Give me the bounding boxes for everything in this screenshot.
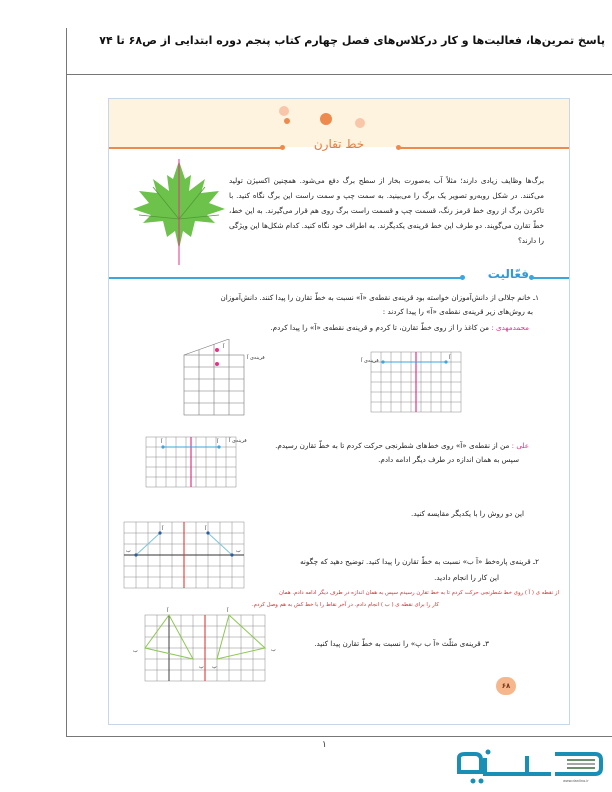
point-mirror-b bbox=[230, 553, 233, 556]
figure-label-a: آ bbox=[167, 608, 169, 614]
figure-label-mirror-a: قرینه‌ی آ bbox=[361, 358, 379, 364]
student-2-name: علی : bbox=[511, 441, 529, 450]
document-title: پاسخ تمرین‌ها، فعالیت‌ها و کار درکلاس‌های فصل چهارم کتاب پنجم دوره ابتدایی از ص۶۸ تا ۷۴ bbox=[99, 34, 605, 47]
compare-instruction: این دو روش را با یکدیگر مقایسه کنید. bbox=[411, 509, 524, 518]
figure-label-b-mirror: ب bbox=[236, 548, 241, 554]
question-3: ۳ـ قرینه‌ی مثلّث «آ ب پ» را نسبت به خطّ تقارن پیدا کنید. bbox=[314, 639, 489, 648]
point-mirror-a bbox=[206, 531, 209, 534]
logo-url: www.danlino.ir bbox=[563, 779, 589, 783]
question-1-line-1: ۱ـ خانم جلالی از دانش‌آموزان خواسته بود قرینه‌ی نقطه‌ی «آ» نسبت به خطّ تقارن را پیدا کنند. دانش‌آموزان bbox=[220, 293, 539, 302]
question-1-line-2: به روش‌های زیر قرینه‌ی نقطه‌ی «آ» را پیدا کردند : bbox=[382, 307, 533, 316]
point-a bbox=[215, 348, 219, 352]
decorative-dot bbox=[284, 118, 290, 124]
point-a bbox=[217, 445, 220, 448]
point-b bbox=[134, 553, 137, 556]
triangle-reflection-figure bbox=[127, 605, 277, 685]
figure-label-b: ب bbox=[126, 548, 131, 554]
student-2-line-2: سپس به همان اندازه در طرف دیگر ادامه دادم. bbox=[378, 455, 519, 464]
student-2-text: من از نقطه‌ی «آ» روی خط‌های شطرنجی حرکت کردم تا به خطّ تقارن رسیدم. bbox=[275, 441, 512, 450]
maple-leaf-illustration bbox=[129, 157, 229, 267]
danlino-logo bbox=[455, 748, 605, 788]
point-a bbox=[444, 360, 447, 363]
answer-line-1: از نقطه ی ( آ ) روی خط شطرنجی حرکت کردم تا به خط تقارن رسیدم سپس به همان اندازه در طرف دیگر ادامه دادم. همان bbox=[279, 590, 559, 596]
point-mirror-a bbox=[161, 445, 164, 448]
section-title: خط تقارن bbox=[313, 137, 365, 151]
figure-label-b: ب bbox=[133, 648, 138, 654]
activity-rule-left bbox=[109, 277, 462, 279]
figure-label-mirror-a: قرینه‌ی آ bbox=[229, 438, 247, 444]
figure-label-a: آ bbox=[223, 344, 225, 350]
activity-rule-right bbox=[532, 277, 569, 279]
intro-paragraph: برگ‌ها وظایف زیادی دارند؛ مثلاً آب به‌صورت بخار از سطح برگ دفع می‌شود. همچنین اکسیژن تولید می‌کنند. در شکل روبه‌رو تصویر یک برگ را می‌بینید. به سمت چپ و سمت راست این برگ نگاه کنید. با تاکردن برگ از روی خط قرمز رنگ، قسمت چپ و قسمت راست برگ روی هم قرار می‌گیرند. به این خط، خطّ تقارن می‌گویند. دو طرف این خط قرینه‌ی یکدیگرند. به اطراف خود نگاه کنید. کدام شکل‌ها این ویژگی را دارند؟ bbox=[229, 176, 544, 245]
rule-dot bbox=[460, 275, 465, 280]
point-mirror-a bbox=[381, 360, 384, 363]
figure-label-a-mirror: آ bbox=[227, 608, 229, 614]
student-2-statement bbox=[275, 439, 529, 453]
textbook-page-number: ۶۸ bbox=[496, 677, 516, 695]
figure-label-mirror-point: آ bbox=[161, 439, 163, 445]
document-page-number: ۱ bbox=[322, 740, 327, 750]
figure-label-mirror-a: قرینه‌ی آ bbox=[247, 355, 265, 361]
figure-label-b-mirror: ب bbox=[271, 647, 276, 653]
segment-reflection-figure bbox=[119, 517, 249, 592]
figure-label-p-mirror: پ bbox=[212, 664, 217, 670]
student-1-statement bbox=[270, 321, 529, 335]
figure-label-a-mirror: آ bbox=[205, 526, 207, 532]
decorative-dot bbox=[355, 118, 365, 128]
grid-figure-mirror bbox=[361, 347, 471, 417]
activity-title: فعّالیت bbox=[487, 267, 529, 281]
grid-figure-ali bbox=[141, 432, 256, 492]
figure-label-a: آ bbox=[217, 439, 219, 445]
folded-paper-figure bbox=[179, 339, 279, 419]
student-1-name: محمدمهدی : bbox=[491, 323, 529, 332]
answer-line-2: کار را برای نقطه ی ( ب ) انجام دادم. در آخر نقاط را با خط کش به هم وصل کردم. bbox=[251, 602, 439, 608]
figure-label-a: آ bbox=[449, 355, 451, 361]
document-header bbox=[66, 28, 612, 75]
decorative-dot bbox=[320, 113, 332, 125]
student-1-text: من کاغذ را از روی خطّ تقارن، تا کردم و قرینه‌ی نقطه‌ی «آ» را پیدا کردم. bbox=[270, 323, 492, 332]
decorative-dot bbox=[279, 106, 289, 116]
textbook-page bbox=[108, 98, 570, 725]
point-mirror-a bbox=[215, 362, 219, 366]
question-2-line-2: این کار را انجام دادید. bbox=[434, 573, 499, 582]
question-2-line-1: ۲ـ قرینه‌ی پاره‌خط «آ ب» نسبت به خطّ تقارن را پیدا کنید. توضیح دهید که چگونه bbox=[300, 557, 539, 566]
figure-label-a: آ bbox=[162, 526, 164, 532]
figure-label-p: پ bbox=[199, 664, 204, 670]
